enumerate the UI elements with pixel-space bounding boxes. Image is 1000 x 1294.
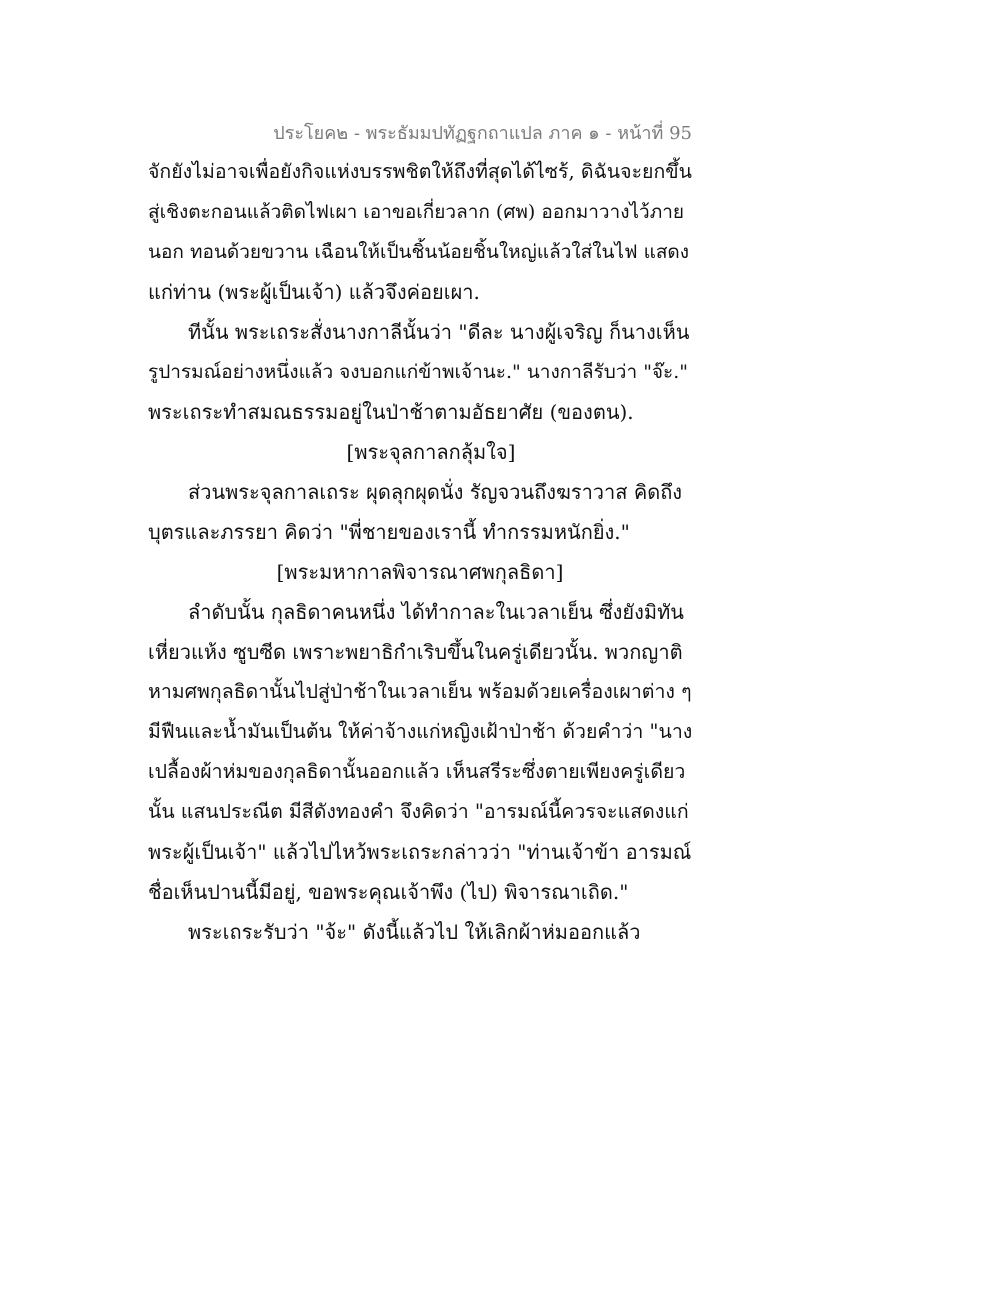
text-line: สู่เชิงตะกอนแล้วติดไฟเผา เอาขอเกี่ยวลาก (ศพ) ออกมาวางไว้ภาย — [148, 201, 685, 223]
text-line: จักยังไม่อาจเพื่อยังกิจแห่งบรรพชิตให้ถึงที่สุดได้ไซร้, ดิฉันจะยกขึ้น — [148, 160, 692, 183]
section-heading: [พระมหากาลพิจารณาศพกุลธิดา] — [276, 560, 564, 584]
text-line: มีฟืนและน้ำมันเป็นต้น ให้ค่าจ้างแก่หญิงเฝ้าป่าช้า ด้วยคำว่า "นาง — [148, 720, 693, 743]
paragraph-start-line: พระเถระรับว่า "จ้ะ" ดังนี้แล้วไป ให้เลิกผ้าห่มออกแล้ว — [188, 920, 641, 944]
body-text — [148, 152, 692, 952]
text-line: ชื่อเห็นปานนี้มีอยู่, ขอพระคุณเจ้าพึง (ไป) พิจารณาเถิด." — [148, 880, 629, 904]
text-line: นั้น แสนประณีต มีสีดังทองคำ จึงคิดว่า "อารมณ์นี้ควรจะแสดงแก่ — [148, 800, 689, 823]
text-line: แก่ท่าน (พระผู้เป็นเจ้า) แล้วจึงค่อยเผา. — [148, 280, 480, 304]
text-line: นอก ทอนด้วยขวาน เฉือนให้เป็นชิ้นน้อยชิ้นใหญ่แล้วใส่ในไฟ แสดง — [148, 241, 690, 263]
text-line: เปลื้องผ้าห่มของกุลธิดานั้นออกแล้ว เห็นสรีระซึ่งตายเพียงครู่เดียว — [148, 760, 686, 783]
running-header: ประโยค๒ - พระธัมมปทัฏฐกถาแปล ภาค ๑ - หน้าที่ 95 — [273, 123, 692, 144]
paragraph-start-line: ทีนั้น พระเถระสั่งนางกาลีนั้นว่า "ดีละ นางผู้เจริญ ก็นางเห็น — [188, 320, 690, 344]
text-line: รูปารมณ์อย่างหนึ่งแล้ว จงบอกแก่ข้าพเจ้านะ." นางกาลีรับว่า "จ๊ะ." — [148, 361, 689, 383]
text-line: หามศพกุลธิดานั้นไปสู่ป่าช้าในเวลาเย็น พร้อมด้วยเครื่องเผาต่าง ๆ — [148, 680, 692, 703]
text-line: บุตรและภรรยา คิดว่า "พี่ชายของเรานี้ ทำกรรมหนักยิ่ง." — [148, 520, 630, 544]
paragraph-start-line: ลำดับนั้น กุลธิดาคนหนึ่ง ได้ทำกาละในเวลาเย็น ซึ่งยังมิทัน — [188, 600, 684, 624]
text-line: พระผู้เป็นเจ้า" แล้วไปไหว้พระเถระกล่าวว่า "ท่านเจ้าข้า อารมณ์ — [148, 840, 692, 864]
text-line: พระเถระทำสมณธรรมอยู่ในป่าช้าตามอัธยาศัย (ของตน). — [148, 400, 634, 424]
section-heading: [พระจุลกาลกลุ้มใจ] — [346, 440, 516, 464]
paragraph-start-line: ส่วนพระจุลกาลเถระ ผุดลุกผุดนั่ง รัญจวนถึงฆราวาส คิดถึง — [188, 480, 683, 504]
text-line: เหี่ยวแห้ง ซูบซีด เพราะพยาธิกำเริบขึ้นในครู่เดียวนั้น. พวกญาติ — [148, 640, 683, 664]
